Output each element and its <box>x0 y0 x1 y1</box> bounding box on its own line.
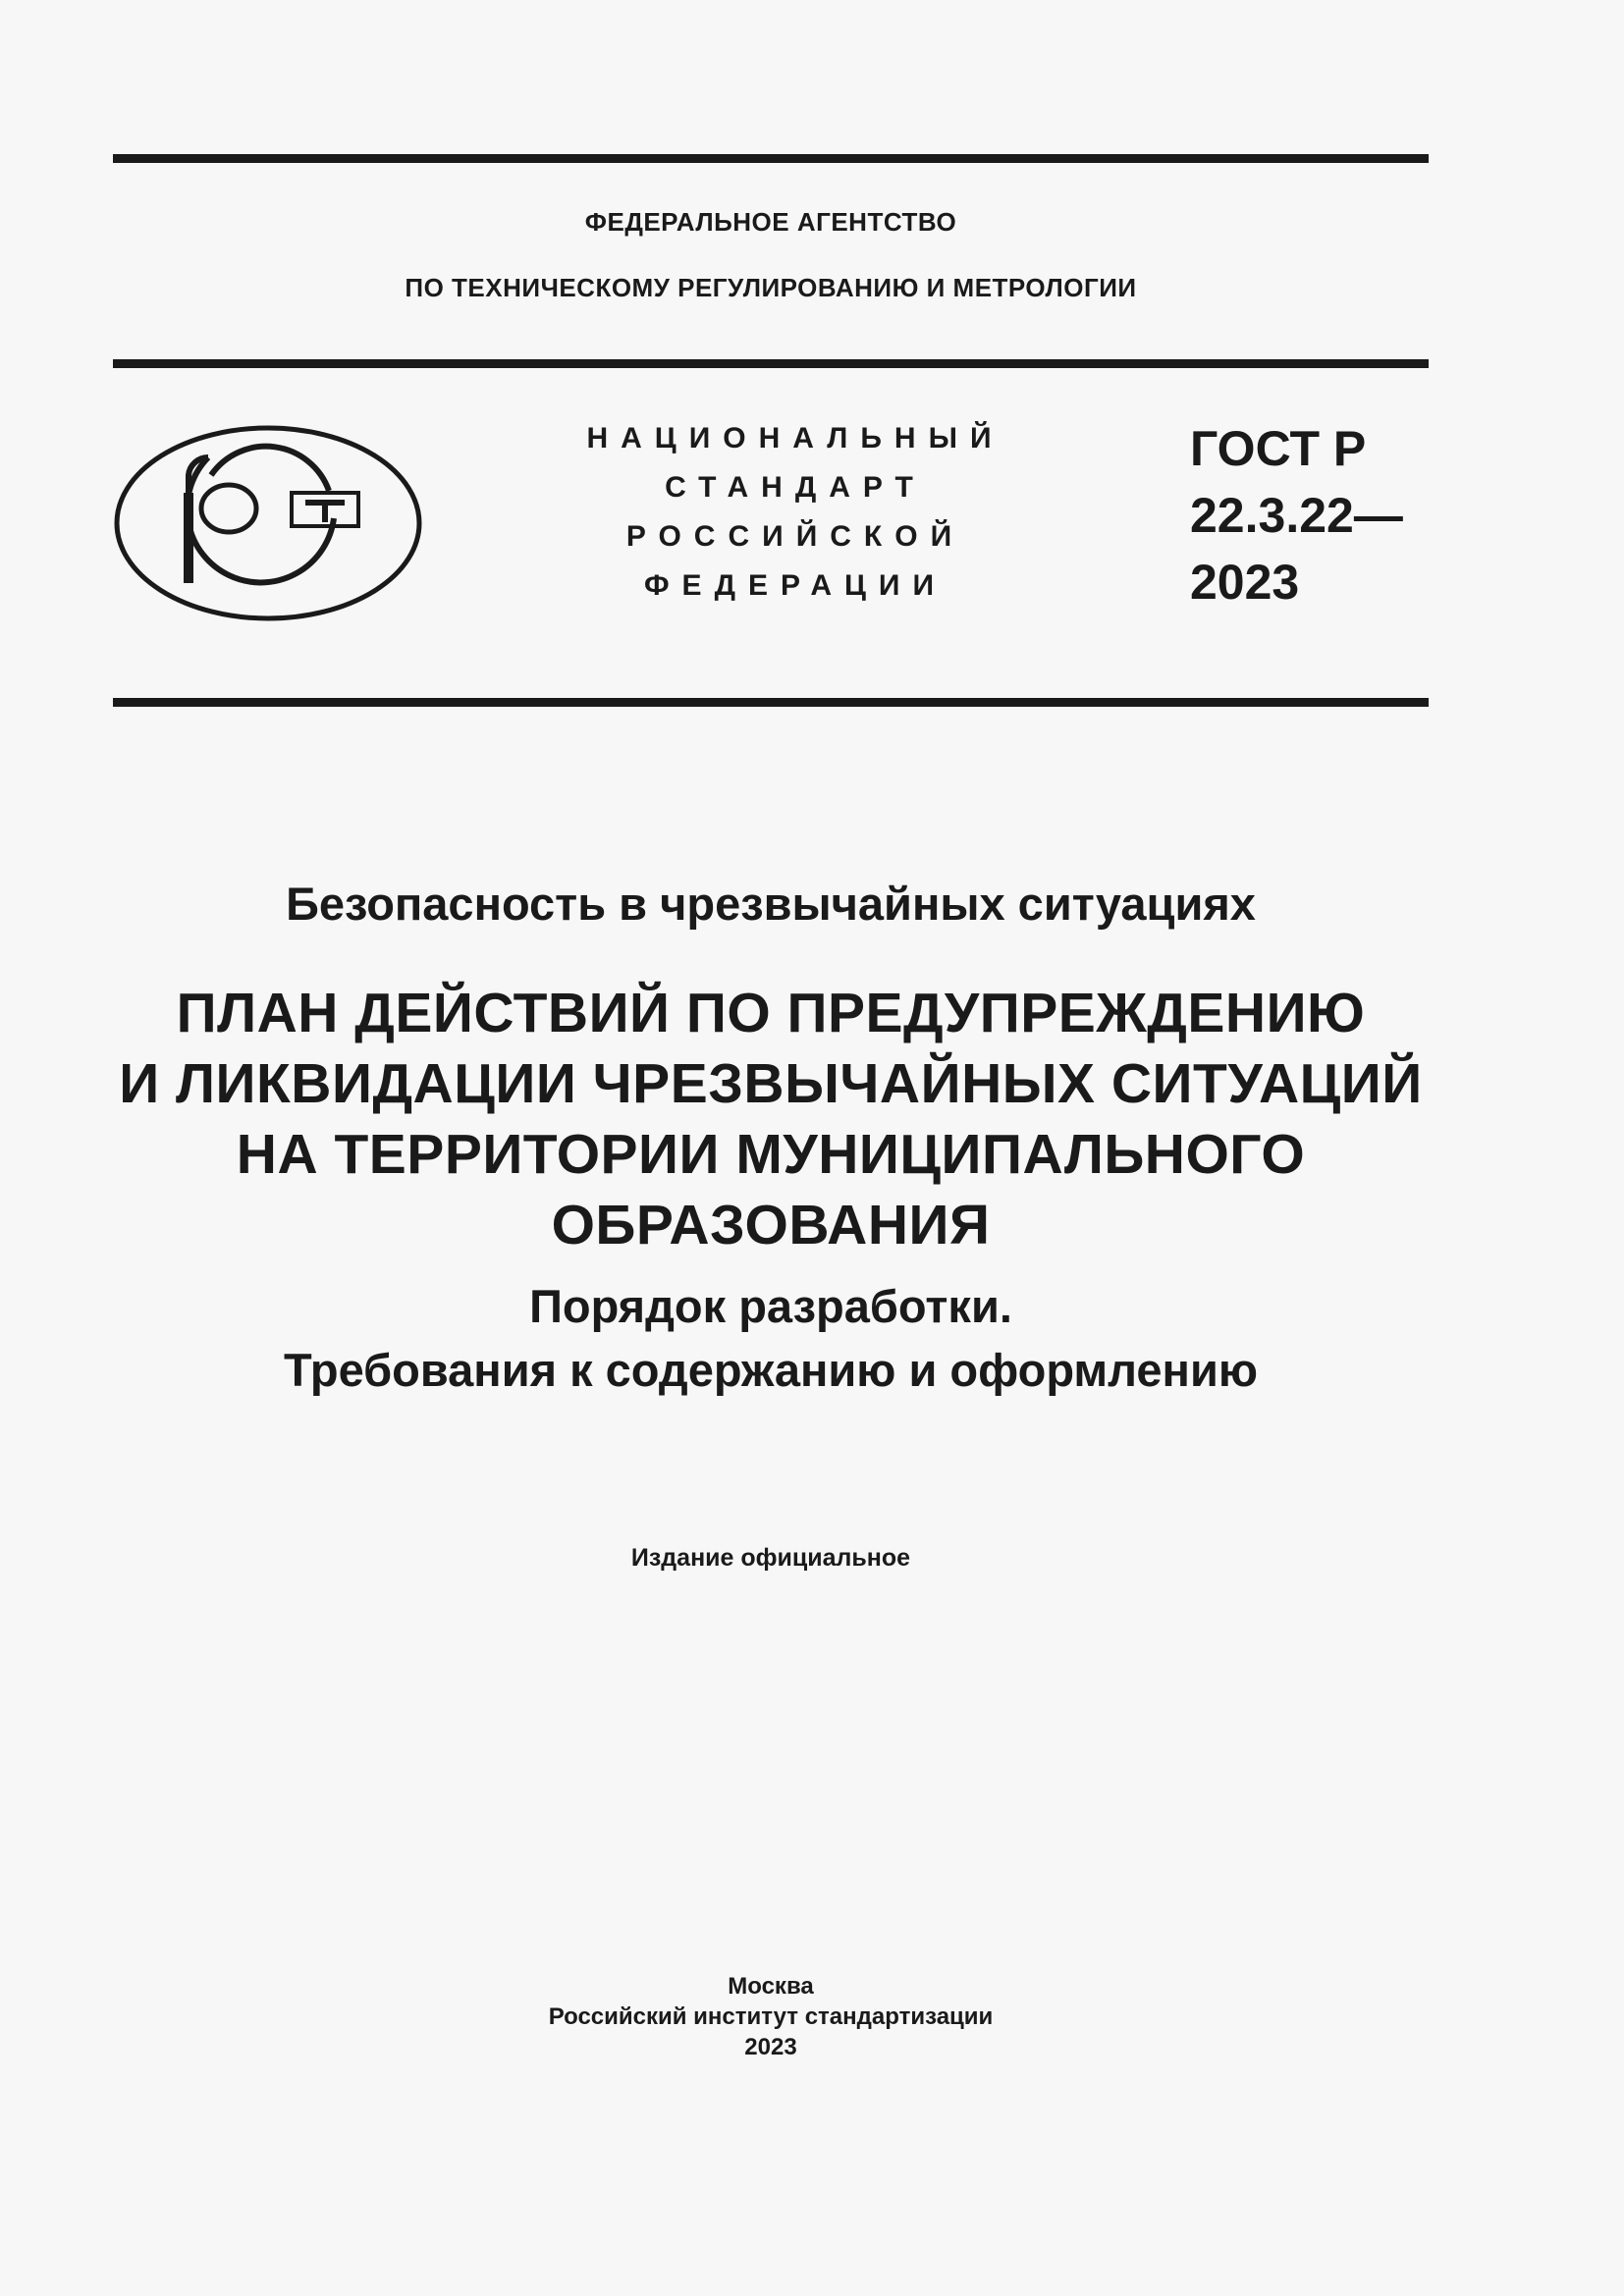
title-line: НА ТЕРРИТОРИИ МУНИЦИПАЛЬНОГО <box>236 1123 1306 1186</box>
national-standard-line1: НАЦИОНАЛЬНЫЙ <box>586 422 1004 454</box>
imprint-city: Москва <box>728 1973 814 2000</box>
imprint-year: 2023 <box>744 2034 797 2060</box>
national-standard-line2: СТАНДАРТ <box>665 471 926 504</box>
edition-label: Издание официальное <box>630 1544 911 1572</box>
standard-subject: Безопасность в чрезвычайных ситуациях <box>286 878 1256 930</box>
agency-name-line2: ПО ТЕХНИЧЕСКОМУ РЕГУЛИРОВАНИЮ И МЕТРОЛОГИИ <box>405 273 1137 302</box>
top-rule <box>113 154 1429 163</box>
subtitle-line: Требования к содержанию и оформлению <box>284 1344 1258 1396</box>
designation-rule <box>113 698 1429 707</box>
national-standard-line4: ФЕДЕРАЦИИ <box>643 569 947 602</box>
standard-title <box>0 978 1542 1260</box>
title-line: ПЛАН ДЕЙСТВИЙ ПО ПРЕДУПРЕЖДЕНИЮ <box>176 982 1366 1044</box>
gost-designation-line1: ГОСТ Р <box>1190 421 1367 476</box>
gost-designation-line3: 2023 <box>1190 555 1300 610</box>
subtitle-line: Порядок разработки. <box>529 1280 1012 1332</box>
imprint <box>0 1971 1542 2062</box>
title-line: ОБРАЗОВАНИЯ <box>551 1194 991 1256</box>
standard-subtitle <box>0 1274 1542 1402</box>
rst-mark-icon <box>113 424 423 622</box>
title-line: И ЛИКВИДАЦИИ ЧРЕЗВЫЧАЙНЫХ СИТУАЦИЙ <box>119 1052 1423 1115</box>
imprint-publisher: Российский институт стандартизации <box>548 2003 994 2030</box>
gost-designation-line2: 22.3.22— <box>1190 488 1403 543</box>
agency-name-line1: ФЕДЕРАЛЬНОЕ АГЕНТСТВО <box>584 207 957 237</box>
header-rule <box>113 359 1429 368</box>
national-standard-line3: РОССИЙСКОЙ <box>625 520 965 553</box>
